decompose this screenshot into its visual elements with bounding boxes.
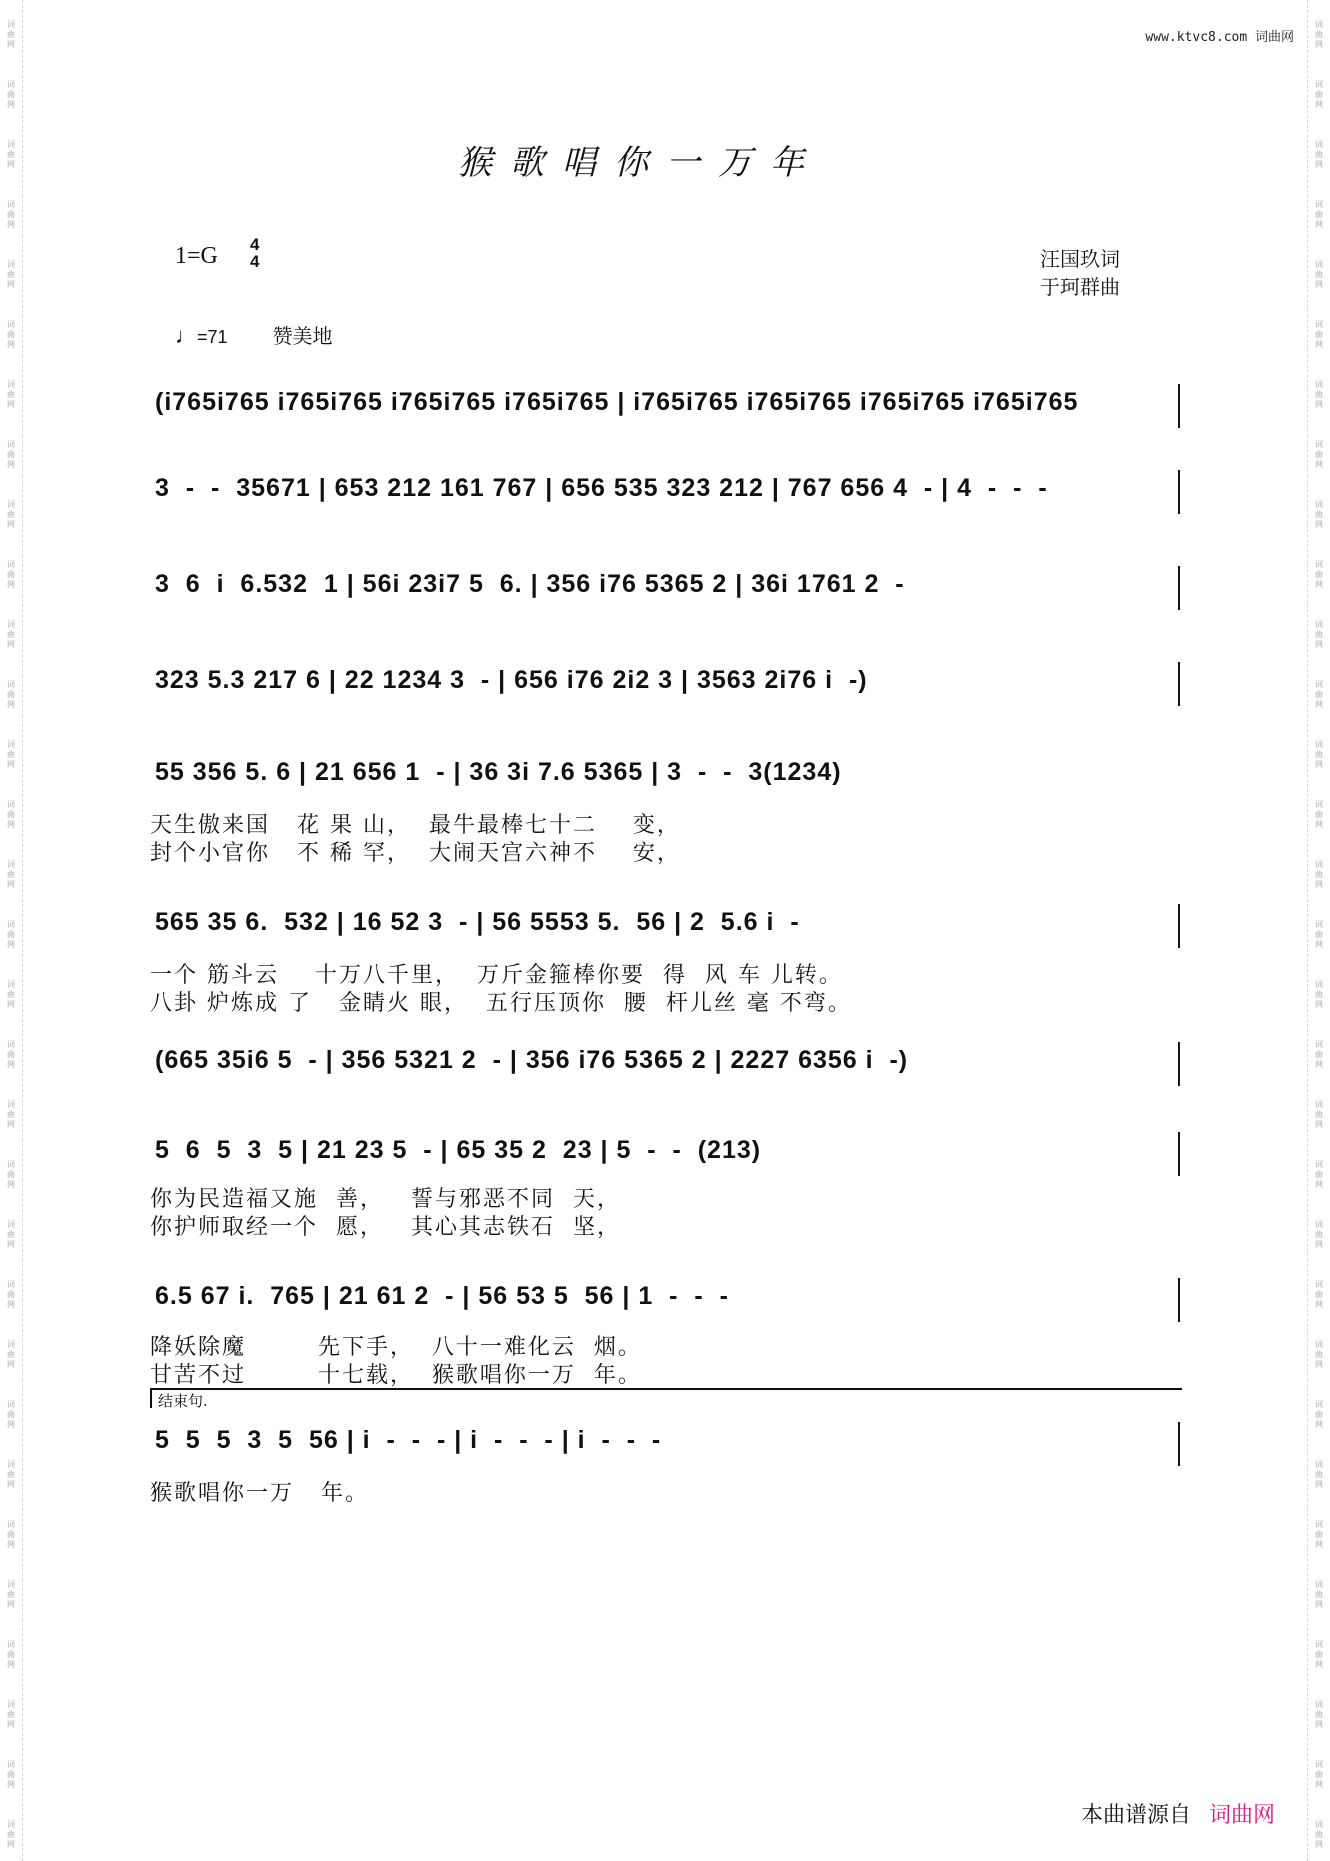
expression: 赞美地 [272, 324, 333, 348]
notation: 55 356 5. 6 | 21 656 1 - | 36 3i 7.6 5365 | 3 - - 3(1234) [155, 758, 842, 786]
lyric-line: 你护师取经一个 愿， 其心其志铁石 坚， [150, 1215, 621, 1240]
watermark-text: 词 曲 网 [1315, 380, 1323, 409]
watermark-text: 词 曲 网 [7, 620, 15, 649]
watermark-text: 词 曲 网 [1315, 1400, 1323, 1429]
watermark-text: 词 曲 网 [1315, 1040, 1323, 1069]
lyricist: 汪国玖词 [1040, 247, 1120, 271]
watermark-text: 词 曲 网 [1315, 1280, 1323, 1309]
lyric-line: 天生傲来国 花 果 山， 最牛最棒七十二 变， [150, 813, 681, 838]
watermark-text: 词 曲 网 [1315, 620, 1323, 649]
watermark-text: 词 曲 网 [1315, 1160, 1323, 1189]
watermark-text: 词 曲 网 [1315, 980, 1323, 1009]
score-line-3 [150, 564, 1180, 612]
song-title: 猴歌唱你一万年 [458, 143, 822, 183]
barline [1178, 904, 1180, 948]
watermark-text: 词 曲 网 [1315, 320, 1323, 349]
watermark-text: 词 曲 网 [1315, 1820, 1323, 1849]
watermark-text: 词 曲 网 [1315, 500, 1323, 529]
watermark-text: 词 曲 网 [7, 680, 15, 709]
watermark-text: 词 曲 网 [1315, 1580, 1323, 1609]
barline [1178, 384, 1180, 428]
watermark-text: 词 曲 网 [7, 860, 15, 889]
watermark-text: 词 曲 网 [7, 1520, 15, 1549]
score-line-9 [150, 1276, 1180, 1324]
watermark-text: 词 曲 网 [7, 1160, 15, 1189]
watermark-text: 词 曲 网 [1315, 740, 1323, 769]
watermark-text: 词 曲 网 [1315, 680, 1323, 709]
watermark-text: 词 曲 网 [7, 20, 15, 49]
watermark-text: 词 曲 网 [1315, 1640, 1323, 1669]
lyric-line: 封个小官你 不 稀 罕， 大闹天宫六神不 安， [150, 841, 681, 866]
credits [1040, 245, 1120, 301]
watermark-text: 词 曲 网 [7, 1400, 15, 1429]
lyric-line: 一个 筋斗云 十万八千里， 万斤金箍棒你要 得 风 车 儿转。 [150, 963, 843, 988]
watermark-text: 词 曲 网 [1315, 1220, 1323, 1249]
watermark-text: 词 曲 网 [7, 560, 15, 589]
watermark-text: 词 曲 网 [7, 740, 15, 769]
left-watermark-strip [0, 0, 23, 1861]
watermark-text: 词 曲 网 [1315, 200, 1323, 229]
watermark-text: 词 曲 网 [7, 1460, 15, 1489]
watermark-text: 词 曲 网 [1315, 1340, 1323, 1369]
score-line-1 [150, 382, 1180, 430]
right-watermark-strip [1307, 0, 1330, 1861]
watermark-text: 词 曲 网 [7, 140, 15, 169]
lyric-line: 甘苦不过 十七载， 猴歌唱你一万 年。 [150, 1363, 642, 1388]
watermark-text: 词 曲 网 [7, 1280, 15, 1309]
source-text: 本曲谱源自 [1080, 1803, 1191, 1828]
lyric-line: 降妖除魔 先下手， 八十一难化云 烟。 [150, 1335, 642, 1360]
notation: 565 35 6. 532 | 16 52 3 - | 56 5553 5. 56 | 2 5.6 i - [155, 908, 800, 936]
lyric-line: 你为民造福又施 善， 誓与邪恶不同 天， [150, 1187, 621, 1212]
watermark-text: 词 曲 网 [7, 1760, 15, 1789]
notation: 6.5 67 i. 765 | 21 61 2 - | 56 53 5 56 | 1 - - - [155, 1282, 729, 1310]
notation: (i765i765 i765i765 i765i765 i765i765 | i765i765 i765i765 i765i765 i765i765 [155, 388, 1079, 416]
watermark-text: 词 曲 网 [7, 1700, 15, 1729]
watermark-text: 词 曲 网 [7, 1640, 15, 1669]
watermark-text: 词 曲 网 [7, 320, 15, 349]
watermark-text: 词 曲 网 [1315, 1700, 1323, 1729]
barline [1178, 1278, 1180, 1322]
watermark-text: 词 曲 网 [1315, 80, 1323, 109]
key-signature: 1=G [175, 243, 218, 269]
lyric-line: 猴歌唱你一万 年。 [150, 1481, 369, 1506]
watermark-text: 词 曲 网 [7, 1340, 15, 1369]
watermark-text: 词 曲 网 [7, 920, 15, 949]
watermark-text: 词 曲 网 [7, 80, 15, 109]
lyric-line: 八卦 炉炼成 了 金睛火 眼， 五行压顶你 腰 杆儿丝 毫 不弯。 [150, 991, 852, 1016]
site-url: www.ktvc8.com 词曲网 [1145, 30, 1294, 45]
watermark-text: 词 曲 网 [7, 1100, 15, 1129]
barline [1178, 1132, 1180, 1176]
watermark-text: 词 曲 网 [1315, 1520, 1323, 1549]
time-signature [250, 236, 259, 270]
watermark-text: 词 曲 网 [7, 1820, 15, 1849]
watermark-text: 词 曲 网 [1315, 1100, 1323, 1129]
watermark-text: 词 曲 网 [1315, 920, 1323, 949]
watermark-text: 词 曲 网 [1315, 560, 1323, 589]
time-bottom: 4 [250, 252, 260, 271]
tempo-value: =71 [197, 327, 228, 347]
notation: (665 35i6 5 - | 356 5321 2 - | 356 i76 5365 2 | 2227 6356 i -) [155, 1046, 909, 1074]
quarter-note-icon: ♩ [175, 323, 197, 348]
notation: 5 6 5 3 5 | 21 23 5 - | 65 35 2 23 | 5 - - (213) [155, 1136, 762, 1164]
score-line-4 [150, 660, 1180, 708]
barline [1178, 470, 1180, 514]
watermark-text: 词 曲 网 [7, 1580, 15, 1609]
score-line-2 [150, 468, 1180, 516]
watermark-text: 词 曲 网 [1315, 260, 1323, 289]
watermark-text: 词 曲 网 [7, 200, 15, 229]
notation: 3 6 i 6.532 1 | 56i 23i7 5 6. | 356 i76 5365 2 | 36i 1761 2 - [155, 570, 905, 598]
watermark-text: 词 曲 网 [7, 800, 15, 829]
score-line-7 [150, 1040, 1180, 1088]
ending-bracket [150, 1388, 1182, 1408]
footer [1081, 1798, 1275, 1829]
notation: 3 - - 35671 | 653 212 161 767 | 656 535 323 212 | 767 656 4 - | 4 - - - [155, 474, 1048, 502]
watermark-text: 词 曲 网 [7, 1220, 15, 1249]
watermark-text: 词 曲 网 [1315, 440, 1323, 469]
notation: 5 5 5 3 5 56 | i - - - | i - - - | i - - - [155, 1426, 662, 1454]
score-line-6 [150, 902, 1180, 950]
watermark-text: 词 曲 网 [1315, 140, 1323, 169]
barline [1178, 662, 1180, 706]
watermark-text: 词 曲 网 [1315, 1760, 1323, 1789]
time-top: 4 [250, 235, 260, 254]
barline [1178, 1042, 1180, 1086]
watermark-text: 词 曲 网 [1315, 20, 1323, 49]
score-line-5 [150, 752, 1180, 800]
tempo-marking [175, 320, 333, 349]
score-line-10 [150, 1420, 1180, 1468]
watermark-text: 词 曲 网 [1315, 800, 1323, 829]
barline [1178, 566, 1180, 610]
watermark-text: 词 曲 网 [7, 1040, 15, 1069]
ending-label: 结束句. [158, 1392, 208, 1410]
watermark-text: 词 曲 网 [7, 980, 15, 1009]
watermark-text: 词 曲 网 [7, 440, 15, 469]
watermark-text: 词 曲 网 [7, 500, 15, 529]
notation: 323 5.3 217 6 | 22 1234 3 - | 656 i76 2i2 3 | 3563 2i76 i -) [155, 666, 868, 694]
final-barline [1178, 1422, 1180, 1466]
watermark-text: 词 曲 网 [7, 260, 15, 289]
watermark-text: 词 曲 网 [1315, 860, 1323, 889]
score-line-8 [150, 1130, 1180, 1178]
watermark-text: 词 曲 网 [7, 380, 15, 409]
composer: 于珂群曲 [1040, 275, 1120, 299]
brand-link[interactable]: 词曲网 [1208, 1803, 1275, 1828]
watermark-text: 词 曲 网 [1315, 1460, 1323, 1489]
